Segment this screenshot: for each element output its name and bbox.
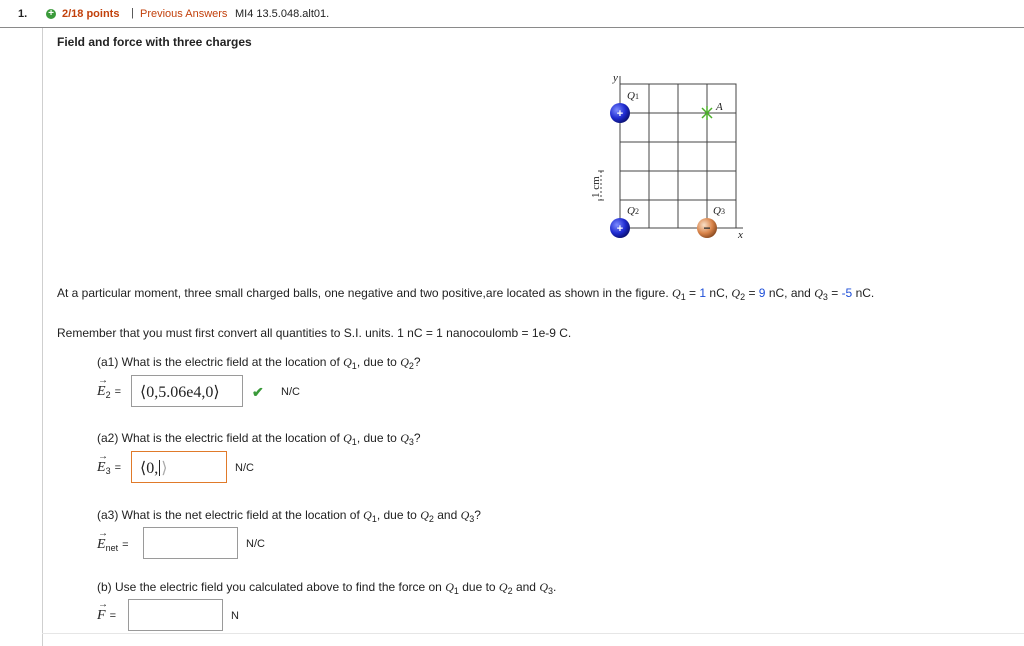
e3-subscript: 3 — [105, 466, 111, 476]
a1-equals: = — [114, 386, 122, 398]
a2-text: (a2) What is the electric field at the location of — [97, 431, 344, 445]
q2-subscript: 2 — [740, 292, 746, 302]
b-equals: = — [109, 610, 116, 622]
e2-vector-symbol: → E — [97, 384, 106, 400]
a3-q2-sub: 2 — [428, 514, 434, 524]
a2-q3-symbol: Q — [400, 431, 409, 445]
a2-value-close: ⟩ — [161, 460, 168, 477]
q2-value: 9 — [758, 286, 766, 300]
a2-variable-label — [97, 460, 121, 476]
charge-diagram — [585, 68, 765, 243]
f-vector-symbol: → F — [97, 608, 106, 624]
question-header — [0, 0, 1024, 28]
b-q-sub: 1 — [453, 586, 459, 596]
b-q3-symbol: Q — [539, 580, 548, 594]
b-and: and — [512, 580, 540, 594]
x-axis-label: x — [738, 229, 743, 241]
a3-q3-sub: 3 — [469, 514, 475, 524]
a1-text: (a1) What is the electric field at the location of — [97, 355, 344, 369]
q2-label: Q2 — [627, 205, 639, 217]
question-a1 — [97, 355, 421, 371]
a2-suffix: ? — [413, 431, 421, 445]
a1-q2-symbol: Q — [400, 355, 409, 369]
q2-charge-ball — [610, 218, 630, 238]
a2-unit: N/C — [235, 462, 254, 474]
svg-text:+: + — [616, 223, 624, 235]
e3-vector-symbol: → E — [97, 460, 106, 476]
a1-q-symbol: Q — [343, 355, 352, 369]
problem-statement — [57, 286, 874, 302]
point-a-label: A — [716, 101, 723, 113]
b-suffix: . — [553, 580, 557, 594]
a1-answer-field[interactable] — [131, 375, 243, 407]
q1-unit: nC, — [706, 286, 732, 300]
q2-symbol: Q — [731, 286, 741, 300]
b-q2-symbol: Q — [498, 580, 508, 594]
expand-plus-icon[interactable]: + — [46, 9, 56, 19]
a1-unit: N/C — [281, 386, 300, 398]
q1-value: 1 — [699, 286, 707, 300]
bottom-divider — [42, 633, 1024, 634]
a3-q-symbol: Q — [363, 508, 372, 522]
b-unit: N — [231, 610, 239, 622]
a2-q3-sub: 3 — [408, 437, 414, 447]
q3-value: -5 — [841, 286, 853, 300]
enet-subscript: net — [105, 543, 119, 553]
a2-q-sub: 1 — [351, 437, 357, 447]
a3-and: and — [433, 508, 461, 522]
b-text: (b) Use the electric field you calculated above to find the force on — [97, 580, 446, 594]
a1-variable-label — [97, 384, 121, 400]
a1-answer-value: ⟨0,5.06e4,0⟩ — [140, 384, 220, 401]
y-axis-label: y — [613, 72, 618, 84]
a2-answer-value — [140, 458, 168, 478]
a1-q2-sub: 2 — [408, 361, 414, 371]
a3-equals: = — [122, 539, 129, 551]
left-divider — [42, 28, 43, 646]
question-a2 — [97, 431, 421, 447]
points-score: 2/18 points — [62, 8, 120, 20]
q2-unit: nC, and — [765, 286, 815, 300]
previous-answers-link[interactable]: Previous Answers — [140, 8, 228, 20]
problem-title: Field and force with three charges — [57, 35, 252, 49]
si-units-reminder: Remember that you must first convert all quantities to S.I. units. 1 nC = 1 nanocoulomb = 1e-9 C. — [57, 326, 572, 340]
e2-subscript: 2 — [105, 390, 111, 400]
q3-subscript: 3 — [822, 292, 828, 302]
a3-q2-symbol: Q — [420, 508, 429, 522]
question-number: 1. — [18, 8, 28, 20]
statement-text: At a particular moment, three small charged balls, one negative and two positive,are located as shown in the figure. — [57, 286, 673, 300]
b-q-symbol: Q — [445, 580, 454, 594]
a1-q-sub: 1 — [351, 361, 357, 371]
q3-symbol: Q — [814, 286, 823, 300]
a3-q3-symbol: Q — [460, 508, 470, 522]
equals-3: = — [827, 286, 842, 300]
q3-unit: nC. — [852, 286, 875, 300]
a2-mid: , due to — [356, 431, 401, 445]
b-mid: due to — [458, 580, 499, 594]
a3-q-sub: 1 — [371, 514, 377, 524]
a3-answer-field[interactable] — [143, 527, 238, 559]
scale-bar — [590, 171, 604, 200]
enet-vector-symbol: → E — [97, 537, 106, 553]
question-a3 — [97, 508, 481, 524]
header-separator: | — [131, 7, 134, 19]
q1-charge-ball — [610, 103, 630, 123]
equals-1: = — [685, 286, 700, 300]
q3-label: Q3 — [713, 205, 725, 217]
a2-value-open: ⟨0, — [140, 460, 159, 477]
a1-mid: , due to — [356, 355, 401, 369]
correct-check-icon: ✔ — [252, 384, 264, 400]
question-b — [97, 580, 556, 596]
a2-q-symbol: Q — [343, 431, 352, 445]
a2-answer-field[interactable] — [131, 451, 227, 483]
problem-code: MI4 13.5.048.alt01. — [235, 8, 330, 20]
a3-suffix: ? — [474, 508, 481, 522]
svg-text:−: − — [703, 221, 711, 235]
b-q2-sub: 2 — [507, 586, 513, 596]
a1-suffix: ? — [413, 355, 421, 369]
b-variable-label — [97, 608, 116, 624]
b-answer-field[interactable] — [128, 599, 223, 631]
a3-unit: N/C — [246, 538, 265, 550]
q1-symbol: Q — [672, 286, 681, 300]
equals-2: = — [745, 286, 759, 300]
a3-mid: , due to — [376, 508, 421, 522]
scale-label: 1 cm — [590, 176, 602, 198]
q1-subscript: 1 — [680, 292, 686, 302]
q1-label: Q1 — [627, 90, 639, 102]
b-q3-sub: 3 — [547, 586, 553, 596]
svg-text:+: + — [616, 108, 624, 120]
a3-text: (a3) What is the net electric field at the location of — [97, 508, 364, 522]
a3-variable-label — [97, 537, 129, 553]
q3-charge-ball — [697, 218, 717, 238]
a2-equals: = — [114, 462, 122, 474]
